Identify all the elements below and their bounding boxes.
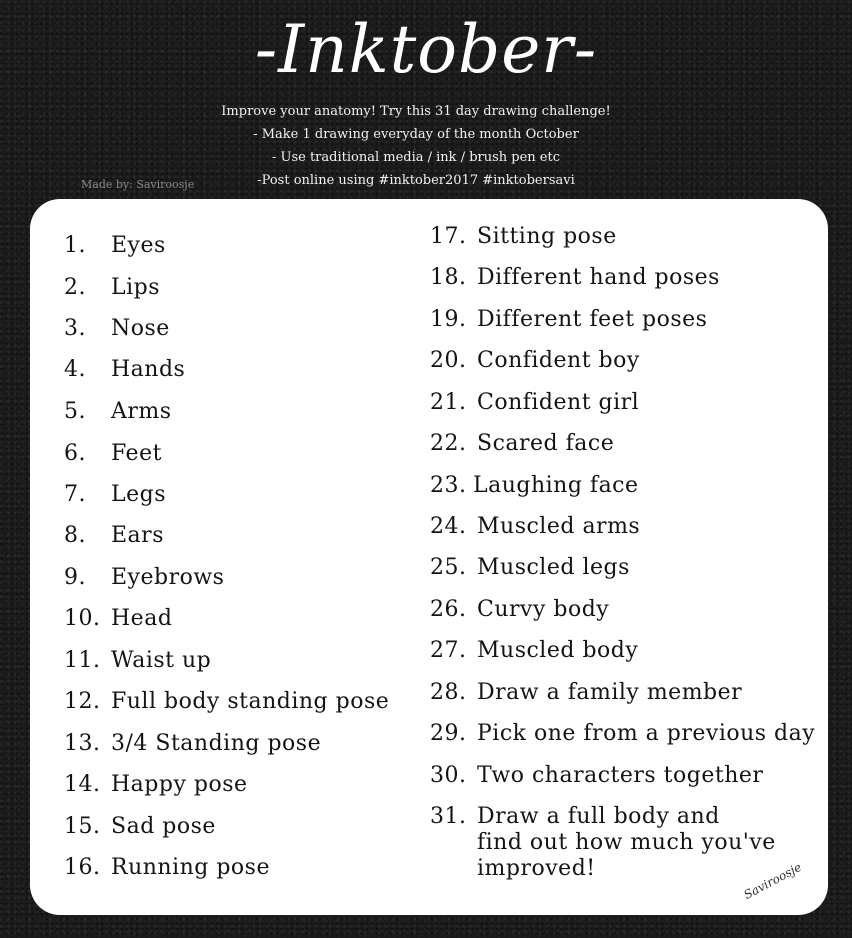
item-text: Scared face xyxy=(477,431,615,456)
item-number: 17. xyxy=(430,224,467,249)
item-text: Eyebrows xyxy=(111,565,225,590)
item-text: Head xyxy=(111,606,173,631)
item-number: 29. xyxy=(430,721,467,746)
item-number: 7. xyxy=(64,482,86,507)
made-by-credit: Made by: Saviroosje xyxy=(81,178,195,191)
item-number: 19. xyxy=(430,307,467,332)
item-number: 15. xyxy=(64,814,101,839)
subtitle-line-1: Improve your anatomy! Try this 31 day drawing challenge! xyxy=(221,104,611,119)
item-text: Confident girl xyxy=(477,390,640,415)
item-text: Running pose xyxy=(111,855,270,880)
item-text: Happy pose xyxy=(111,772,248,797)
item-number: 23. xyxy=(430,473,467,498)
item-text: Different feet poses xyxy=(477,307,708,332)
item-number: 21. xyxy=(430,390,467,415)
item-text: Confident boy xyxy=(477,348,640,373)
item-number: 26. xyxy=(430,597,467,622)
item-text: Eyes xyxy=(111,233,166,258)
item-text: Pick one from a previous day xyxy=(477,721,816,746)
item-text: Muscled arms xyxy=(477,514,641,539)
item-text: Arms xyxy=(111,399,172,424)
item-number: 20. xyxy=(430,348,467,373)
item-text: Ears xyxy=(111,523,164,548)
item-number: 9. xyxy=(64,565,86,590)
item-number: 16. xyxy=(64,855,101,880)
item-text: Different hand poses xyxy=(477,265,720,290)
item-number: 11. xyxy=(64,648,101,673)
item-number: 30. xyxy=(430,763,467,788)
item-number: 1. xyxy=(64,233,86,258)
item-number: 27. xyxy=(430,638,467,663)
subtitle-line-3: - Use traditional media / ink / brush pen etc xyxy=(271,150,561,165)
item-text: Waist up xyxy=(111,648,212,673)
subtitle-line-4: -Post online using #inktober2017 #inktobersavi xyxy=(257,173,575,188)
item-number: 6. xyxy=(64,441,86,466)
item-number: 14. xyxy=(64,772,101,797)
item-text: Full body standing pose xyxy=(111,689,390,714)
subtitle-line-2: - Make 1 drawing everyday of the month October xyxy=(253,127,579,142)
page-title: -Inktober- xyxy=(254,11,598,88)
item-text: Nose xyxy=(111,316,170,341)
item-text: Draw a family member xyxy=(477,680,743,705)
item-text: Lips xyxy=(111,275,161,300)
item-number: 8. xyxy=(64,523,86,548)
item-text: Sad pose xyxy=(111,814,216,839)
item-number: 18. xyxy=(430,265,467,290)
item-number: 24. xyxy=(430,514,467,539)
artist-signature: Saviroosje xyxy=(741,859,804,902)
item-text: 3/4 Standing pose xyxy=(111,731,322,756)
item-number: 2. xyxy=(64,275,86,300)
item-text: Muscled legs xyxy=(477,555,630,580)
item-number: 10. xyxy=(64,606,101,631)
item-text: Legs xyxy=(111,482,167,507)
item-number: 4. xyxy=(64,357,86,382)
item-text: Sitting pose xyxy=(477,224,617,249)
item-text: Feet xyxy=(111,441,162,466)
item-number: 22. xyxy=(430,431,467,456)
item-number: 3. xyxy=(64,316,86,341)
item-text: Two characters together xyxy=(477,763,764,788)
item-number: 28. xyxy=(430,680,467,705)
item-number: 12. xyxy=(64,689,101,714)
item-text: Curvy body xyxy=(477,597,610,622)
item-text: Hands xyxy=(111,357,186,382)
item-number: 13. xyxy=(64,731,101,756)
item-number: 5. xyxy=(64,399,86,424)
item-text: Laughing face xyxy=(473,473,639,498)
item-text: Draw a full body and find out how much you've improved! xyxy=(477,804,776,881)
item-number: 31. xyxy=(430,804,467,829)
item-text: Muscled body xyxy=(477,638,639,663)
item-number: 25. xyxy=(430,555,467,580)
